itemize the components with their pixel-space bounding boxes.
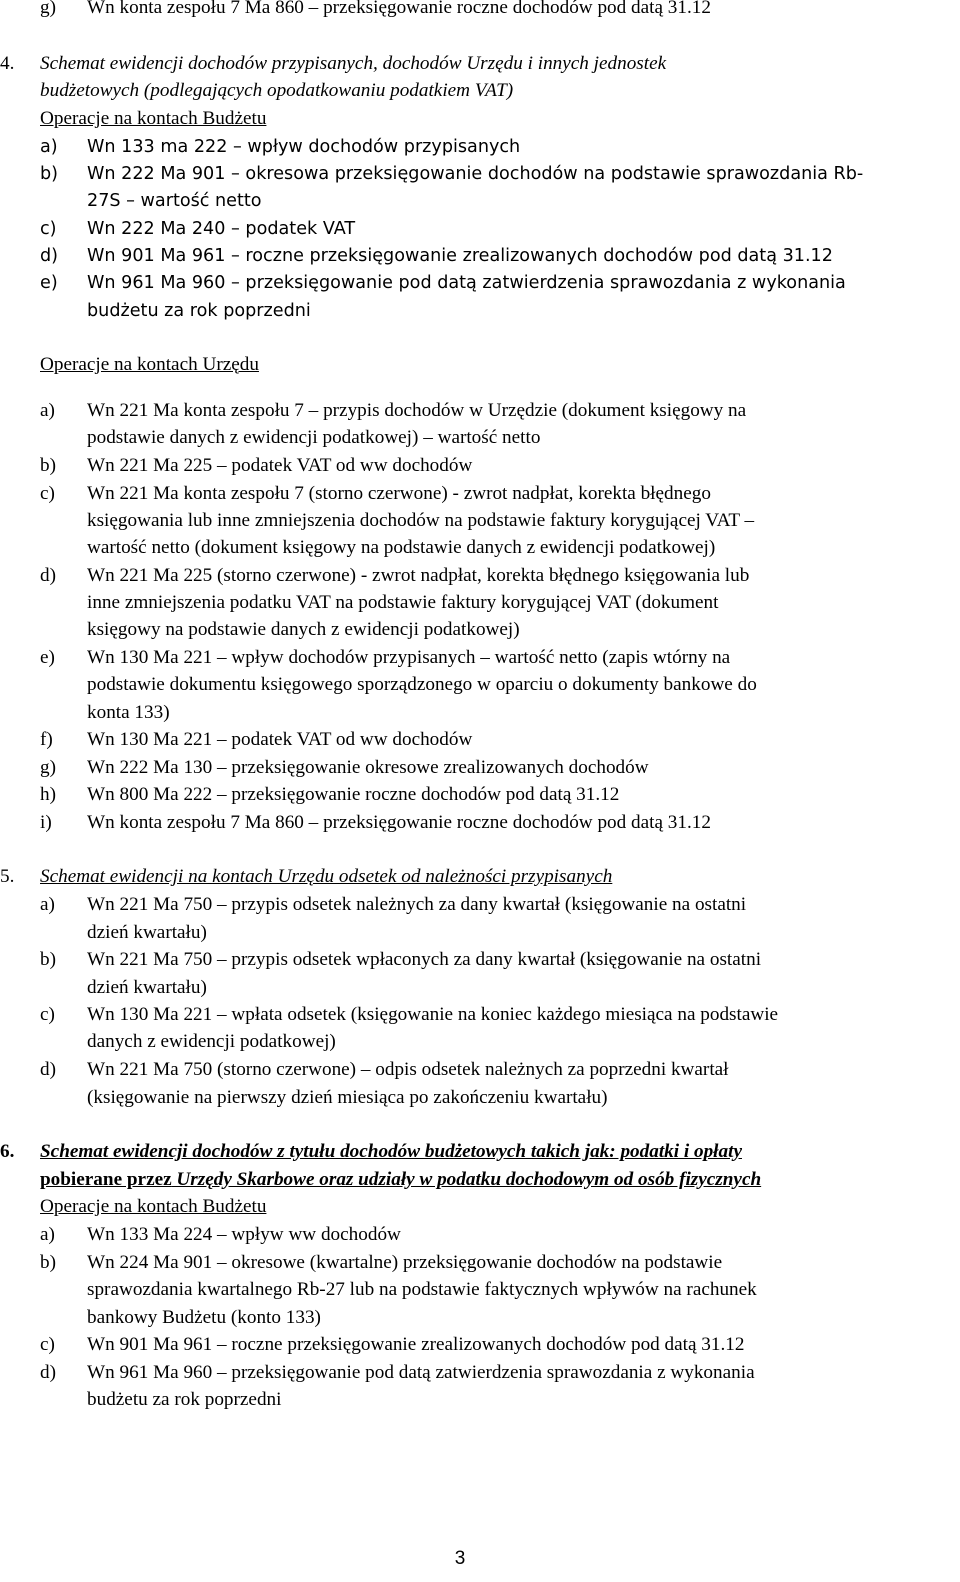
- item-text: Wn 130 Ma 221 – podatek VAT od ww dochodów: [87, 729, 473, 750]
- item-text: Wn 133 Ma 224 – wpływ ww dochodów: [87, 1224, 401, 1245]
- item-label: e): [40, 647, 55, 668]
- list-item: [40, 0, 711, 21]
- item-label: a): [40, 137, 58, 157]
- list-item: [40, 270, 846, 296]
- item-text-cont: podstawie dokumentu księgowego sporządzonego w oparciu o dokumenty bankowe do: [87, 674, 757, 695]
- item-label: d): [40, 1059, 56, 1080]
- office-operations-heading: Operacje na kontach Urzędu: [40, 354, 259, 375]
- section-6-title: [0, 1139, 742, 1165]
- item-text-cont: dzień kwartału): [87, 922, 207, 943]
- item-label: a): [40, 894, 55, 915]
- list-item: [40, 1222, 401, 1248]
- item-text-cont: księgowy na podstawie danych z ewidencji podatkowej): [87, 619, 520, 640]
- section-number: 6.: [0, 1141, 15, 1162]
- item-text-cont: (księgowanie na pierwszy dzień miesiąca po zakończeniu kwartału): [87, 1087, 608, 1108]
- item-text: Wn 221 Ma 225 (storno czerwone) - zwrot nadpłat, korekta błędnego księgowania lub: [87, 565, 750, 586]
- item-text: Wn 221 Ma 750 (storno czerwone) – odpis odsetek należnych za poprzedni kwartał: [87, 1059, 729, 1080]
- budget-operations-heading: Operacje na kontach Budżetu: [40, 1196, 267, 1217]
- item-text: Wn konta zespołu 7 Ma 860 – przeksięgowanie roczne dochodów pod datą 31.12: [87, 812, 711, 833]
- item-text: Wn 222 Ma 130 – przeksięgowanie okresowe zrealizowanych dochodów: [87, 757, 649, 778]
- list-item: [40, 1360, 755, 1386]
- item-text: Wn 221 Ma 225 – podatek VAT od ww dochodów: [87, 455, 473, 476]
- item-label: f): [40, 729, 53, 750]
- item-label: a): [40, 1224, 55, 1245]
- item-text: Wn 222 Ma 901 – okresowa przeksięgowanie dochodów na podstawie sprawozdania Rb-: [87, 164, 864, 184]
- item-label: g): [40, 0, 56, 18]
- list-item: [40, 216, 355, 242]
- item-label: i): [40, 812, 52, 833]
- list-item: [40, 563, 749, 589]
- item-label: e): [40, 273, 58, 293]
- list-item: [40, 810, 711, 836]
- list-item: [40, 947, 761, 973]
- item-label: b): [40, 164, 59, 184]
- title-bold-part: pobierane przez: [40, 1169, 172, 1190]
- title-italic-part: Urzędy Skarbowe oraz udziały w podatku dochodowym od osób fizycznych: [171, 1169, 762, 1190]
- item-text: Wn 901 Ma 961 – roczne przeksięgowanie zrealizowanych dochodów pod datą 31.12: [87, 246, 833, 266]
- list-item: [40, 161, 863, 187]
- list-item: [40, 645, 730, 671]
- list-item: [40, 1002, 778, 1028]
- list-item: [40, 398, 746, 424]
- item-text-cont: budżetu za rok poprzedni: [87, 301, 311, 321]
- item-text: Wn konta zespołu 7 Ma 860 – przeksięgowanie roczne dochodów pod datą 31.12: [87, 0, 711, 18]
- list-item: [40, 243, 833, 269]
- item-text: Wn 221 Ma konta zespołu 7 – przypis dochodów w Urzędzie (dokument księgowy na: [87, 400, 747, 421]
- item-text: Wn 222 Ma 240 – podatek VAT: [87, 219, 356, 239]
- item-text: Wn 221 Ma 750 – przypis odsetek należnych za dany kwartał (księgowanie na ostatni: [87, 894, 747, 915]
- item-label: a): [40, 400, 55, 421]
- item-text: Wn 961 Ma 960 – przeksięgowanie pod datą zatwierdzenia sprawozdania z wykonania: [87, 1362, 755, 1383]
- item-text-cont: dzień kwartału): [87, 977, 207, 998]
- section-4-title-cont: budżetowych (podlegających opodatkowaniu podatkiem VAT): [40, 80, 514, 101]
- list-item: [40, 782, 619, 808]
- section-number: 5.: [0, 866, 15, 887]
- item-label: h): [40, 784, 56, 805]
- item-text: Wn 961 Ma 960 – przeksięgowanie pod datą zatwierdzenia sprawozdania z wykonania: [87, 273, 846, 293]
- item-label: c): [40, 483, 55, 504]
- item-text-cont: 27S – wartość netto: [87, 191, 262, 211]
- item-text-cont: inne zmniejszenia podatku VAT na podstawie faktury korygującej VAT (dokument: [87, 592, 719, 613]
- list-item: [40, 481, 711, 507]
- budget-operations-heading: Operacje na kontach Budżetu: [40, 108, 267, 129]
- section-title-line: Schemat ewidencji na kontach Urzędu odsetek od należności przypisanych: [40, 866, 613, 887]
- item-label: d): [40, 1362, 56, 1383]
- item-text: Wn 133 ma 222 – wpływ dochodów przypisanych: [87, 137, 521, 157]
- item-text-cont: sprawozdania kwartalnego Rb-27 lub na podstawie faktycznych wpływów na rachunek: [87, 1279, 757, 1300]
- item-text: Wn 130 Ma 221 – wpływ dochodów przypisanych – wartość netto (zapis wtórny na: [87, 647, 731, 668]
- item-label: c): [40, 1004, 55, 1025]
- item-text: Wn 800 Ma 222 – przeksięgowanie roczne dochodów pod datą 31.12: [87, 784, 620, 805]
- item-label: b): [40, 455, 56, 476]
- list-item: [40, 755, 649, 781]
- item-label: g): [40, 757, 56, 778]
- item-label: b): [40, 949, 56, 970]
- section-4-title: [0, 51, 666, 77]
- list-item: [40, 727, 472, 753]
- list-item: [40, 1057, 729, 1083]
- item-text-cont: księgowania lub inne zmniejszenia dochodów na podstawie faktury korygującej VAT –: [87, 510, 755, 531]
- page-number: 3: [454, 1548, 466, 1569]
- list-item: [40, 453, 472, 479]
- item-label: c): [40, 1334, 55, 1355]
- item-label: d): [40, 246, 59, 266]
- item-text: Wn 224 Ma 901 – okresowe (kwartalne) przeksięgowanie dochodów na podstawie: [87, 1252, 723, 1273]
- item-text-cont: danych z ewidencji podatkowej): [87, 1031, 336, 1052]
- item-label: b): [40, 1252, 56, 1273]
- section-title-line: Schemat ewidencji dochodów z tytułu dochodów budżetowych takich jak: podatki i opłaty: [40, 1141, 742, 1162]
- item-text: Wn 901 Ma 961 – roczne przeksięgowanie zrealizowanych dochodów pod datą 31.12: [87, 1334, 745, 1355]
- section-5-title: [0, 864, 612, 890]
- item-text: Wn 221 Ma konta zespołu 7 (storno czerwone) - zwrot nadpłat, korekta błędnego: [87, 483, 711, 504]
- item-label: c): [40, 219, 57, 239]
- section-6-title-cont: [40, 1167, 761, 1193]
- item-text-cont: bankowy Budżetu (konto 133): [87, 1307, 321, 1328]
- item-label: d): [40, 565, 56, 586]
- item-text: Wn 130 Ma 221 – wpłata odsetek (księgowanie na koniec każdego miesiąca na podstawie: [87, 1004, 779, 1025]
- list-item: [40, 134, 520, 160]
- item-text: Wn 221 Ma 750 – przypis odsetek wpłaconych za dany kwartał (księgowanie na ostatni: [87, 949, 762, 970]
- item-text-cont: podstawie danych z ewidencji podatkowej) – wartość netto: [87, 427, 541, 448]
- list-item: [40, 1250, 722, 1276]
- item-text-cont: wartość netto (dokument księgowy na podstawie danych z ewidencji podatkowej): [87, 537, 716, 558]
- list-item: [40, 892, 746, 918]
- item-text-cont: budżetu za rok poprzedni: [87, 1389, 282, 1410]
- item-text-cont: konta 133): [87, 702, 170, 723]
- section-title-line: Schemat ewidencji dochodów przypisanych, dochodów Urzędu i innych jednostek: [40, 53, 667, 74]
- list-item: [40, 1332, 744, 1358]
- section-number: 4.: [0, 53, 15, 74]
